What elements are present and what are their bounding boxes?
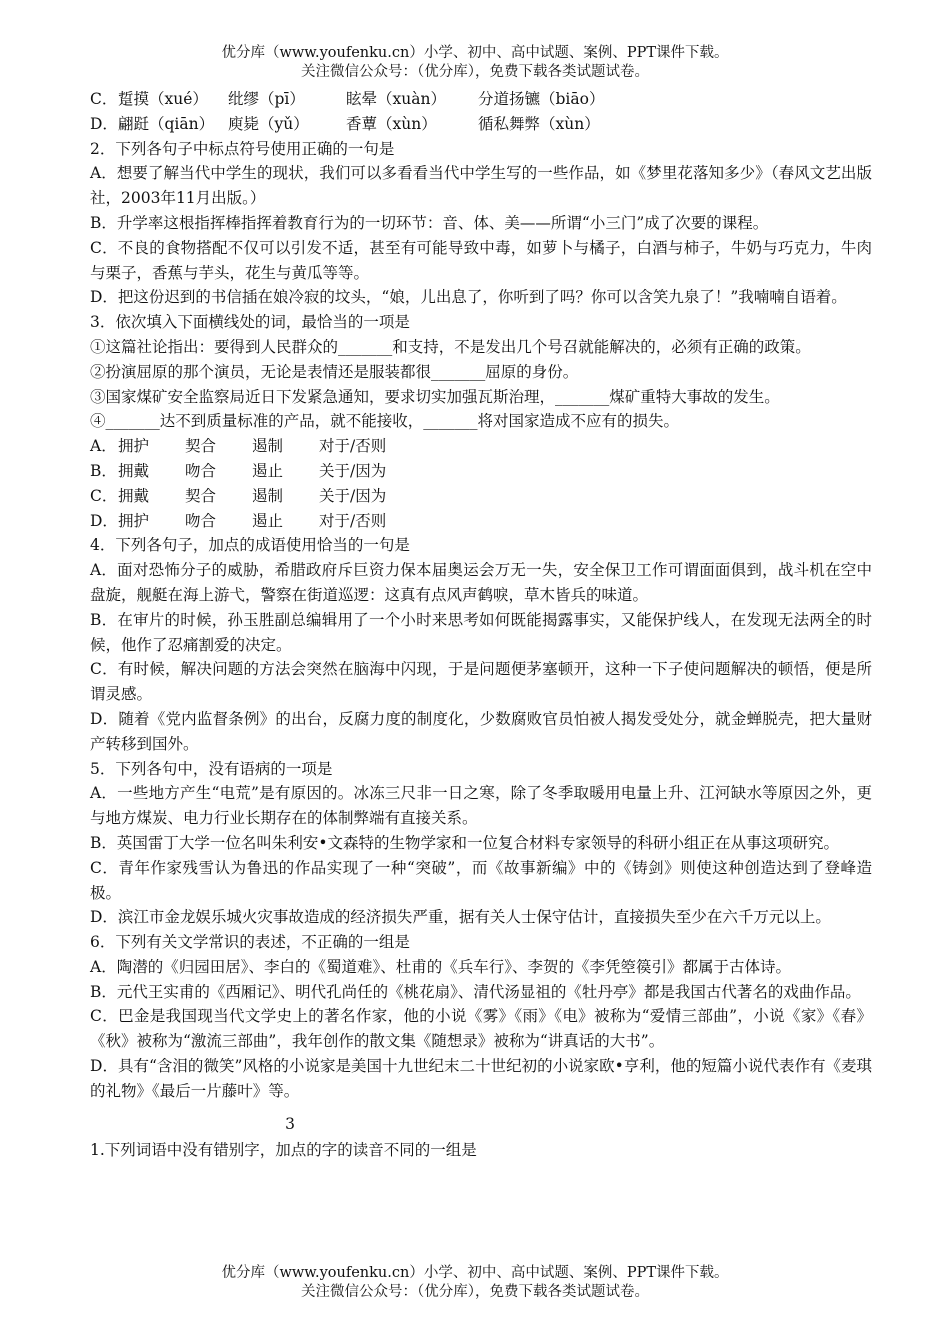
option-item: 分道扬镳（biāo） <box>478 90 605 108</box>
choice-word: 遏制 <box>252 437 284 456</box>
q6-option-c: C．巴金是我国现当代文学史上的著名作家，他的小说《雾》《雨》《电》被称为“爱情三部曲”，小说《家》《春》《秋》被称为“激流三部曲”，我年创作的散文集《随想录》被称为“讲真话的大书”。 <box>90 1007 872 1051</box>
q4-option-d: D．随着《党内监督条例》的出台，反腐力度的制度化，少数腐败官员怕被人揭发受处分，就金蝉脱壳，把大量财产转移到国外。 <box>90 709 872 753</box>
choice-word: 拥戴 <box>118 486 150 505</box>
q3-choice-b <box>90 459 872 484</box>
q2-option-b: B．升学率这根指挥棒指挥着教育行为的一切环节：音、体、美——所谓“小三门”成了次要的课程。 <box>90 213 769 232</box>
q3-sentence-2: ②扮演屈原的那个演员，无论是表情还是服装都很_______屈原的身份。 <box>90 362 579 381</box>
q6-stem: 6．下列有关文学常识的表述，不正确的一组是 <box>90 933 410 952</box>
q2-stem: 2．下列各句子中标点符号使用正确的一句是 <box>90 139 395 158</box>
choice-word: 关于/因为 <box>319 486 387 505</box>
q6-option-d: D．具有“含泪的微笑”风格的小说家是美国十九世纪末二十世纪初的小说家欧•亨利，他的短篇小说代表作有《麦琪的礼物》《最后一片藤叶》等。 <box>90 1057 872 1100</box>
option-item: 眩晕（xuàn） <box>346 90 446 108</box>
option-item: 庾毙（yǔ） <box>228 114 309 133</box>
choice-word: 拥护 <box>118 437 150 456</box>
choice-word: 遏止 <box>252 511 284 530</box>
q2-option-a: A．想要了解当代中学生的现状，我们可以多看看当代中学生写的一些作品，如《梦里花落知多少》（春风文艺出版社，2003年11月出版。） <box>90 164 872 208</box>
q4-option-c: C．有时候，解决问题的方法会突然在脑海中闪现，于是问题便茅塞顿开，这种一下子使问题解决的顿悟，便是所谓灵感。 <box>90 660 872 704</box>
q2-option-d: D．把这份迟到的书信插在娘冷寂的坟头，“娘，儿出息了，你听到了吗？你可以含笑九泉了！”我喃喃自语着。 <box>90 288 847 307</box>
choice-word: 遏制 <box>252 486 284 505</box>
document-body <box>90 87 872 1163</box>
header-line-2: 关注微信公众号：（优分库），免费下载各类试题试卷。 <box>301 64 649 80</box>
footer-line-2: 关注微信公众号：（优分库），免费下载各类试题试卷。 <box>301 1284 649 1300</box>
q6-option-a: A．陶潜的《归园田居》、李白的《蜀道难》、杜甫的《兵车行》、李贺的《李凭箜篌引》都属于古体诗。 <box>90 957 791 976</box>
choice-word: 拥护 <box>118 511 150 530</box>
choice-label: B． <box>90 461 117 480</box>
q3-choice-d <box>90 509 872 534</box>
choice-word: 对于/否则 <box>319 437 387 456</box>
page-number: 3 <box>285 1114 295 1133</box>
header-line-1: 优分库（www.youfenku.cn）小学、初中、高中试题、案例、PPT课件下载。 <box>221 45 729 61</box>
option-item: 翩跹（qiān） <box>118 114 215 133</box>
next-question-stem: 1.下列词语中没有错别字，加点的字的读音不同的一组是 <box>90 1141 477 1160</box>
q5-option-c: C．青年作家残雪认为鲁迅的作品实现了一种“突破”，而《故事新编》中的《铸剑》则使这种创造达到了登峰造极。 <box>90 858 872 902</box>
page-footer <box>0 1264 950 1302</box>
choice-word: 契合 <box>185 486 217 505</box>
q3-sentence-4: ④_______达不到质量标准的产品，就不能接收，_______将对国家造成不应有的损失。 <box>90 412 680 431</box>
q1-option-d <box>90 112 872 137</box>
option-item: 循私舞弊（xùn） <box>478 114 600 133</box>
choice-word: 关于/因为 <box>319 461 387 480</box>
q1-option-c <box>90 87 872 112</box>
q3-choice-a <box>90 434 872 459</box>
q5-option-a: A．一些地方产生“电荒”是有原因的。冰冻三尺非一日之寒，除了冬季取暖用电量上升、江河缺水等原因之外，更与地方煤炭、电力行业长期存在的体制弊端有直接关系。 <box>90 784 872 828</box>
q3-sentence-1: ①这篇社论指出：要得到人民群众的_______和支持，不是发出几个号召就能解决的，必须有正确的政策。 <box>90 337 811 356</box>
option-label: D． <box>90 114 118 133</box>
q4-option-b: B．在审片的时候，孙玉胜副总编辑用了一个小时来思考如何既能揭露事实，又能保护线人，在发现无法两全的时候，他作了忍痛割爱的决定。 <box>90 610 872 654</box>
q3-sentence-3: ③国家煤矿安全监察局近日下发紧急通知，要求切实加强瓦斯治理，_______煤矿重特大事故的发生。 <box>90 387 780 406</box>
choice-word: 吻合 <box>185 461 217 480</box>
option-item: 香蕈（xùn） <box>346 114 437 133</box>
choice-word: 遏止 <box>252 461 284 480</box>
option-item: 踅摸（xué） <box>118 90 208 108</box>
q3-stem: 3．依次填入下面横线处的词，最恰当的一项是 <box>90 313 410 332</box>
page-header <box>0 44 950 82</box>
q2-option-c: C．不良的食物搭配不仅可以引发不适，甚至有可能导致中毒，如萝卜与橘子，白酒与柿子，牛奶与巧克力，牛肉与栗子，香蕉与芋头，花生与黄瓜等等。 <box>90 238 872 282</box>
q3-choice-c <box>90 484 872 509</box>
option-label: C． <box>90 90 118 108</box>
q4-stem: 4．下列各句子，加点的成语使用恰当的一句是 <box>90 536 410 555</box>
footer-line-1: 优分库（www.youfenku.cn）小学、初中、高中试题、案例、PPT课件下载。 <box>221 1265 729 1281</box>
q5-stem: 5．下列各句中，没有语病的一项是 <box>90 759 333 778</box>
q6-option-b: B．元代王实甫的《西厢记》、明代孔尚任的《桃花扇》、清代汤显祖的《牡丹亭》都是我国古代著名的戏曲作品。 <box>90 982 861 1001</box>
choice-label: D． <box>90 511 118 530</box>
q4-option-a: A．面对恐怖分子的威胁，希腊政府斥巨资力保本届奥运会万无一失，安全保卫工作可谓面面俱到，战斗机在空中盘旋，舰艇在海上游弋，警察在街道巡逻：这真有点风声鹤唳，草木皆兵的味道。 <box>90 561 872 604</box>
choice-label: A． <box>90 437 117 456</box>
q5-option-d: D．滨江市金龙娱乐城火灾事故造成的经济损失严重，据有关人士保守估计，直接损失至少在六千万元以上。 <box>90 908 831 927</box>
choice-word: 契合 <box>185 437 217 456</box>
choice-word: 对于/否则 <box>319 511 387 530</box>
choice-label: C． <box>90 486 118 505</box>
choice-word: 吻合 <box>185 511 217 530</box>
q5-option-b: B．英国雷丁大学一位名叫朱利安•文森特的生物学家和一位复合材料专家领导的科研小组正在从事这项研究。 <box>90 833 840 852</box>
option-item: 纰缪（pī） <box>228 90 305 108</box>
choice-word: 拥戴 <box>118 461 150 480</box>
